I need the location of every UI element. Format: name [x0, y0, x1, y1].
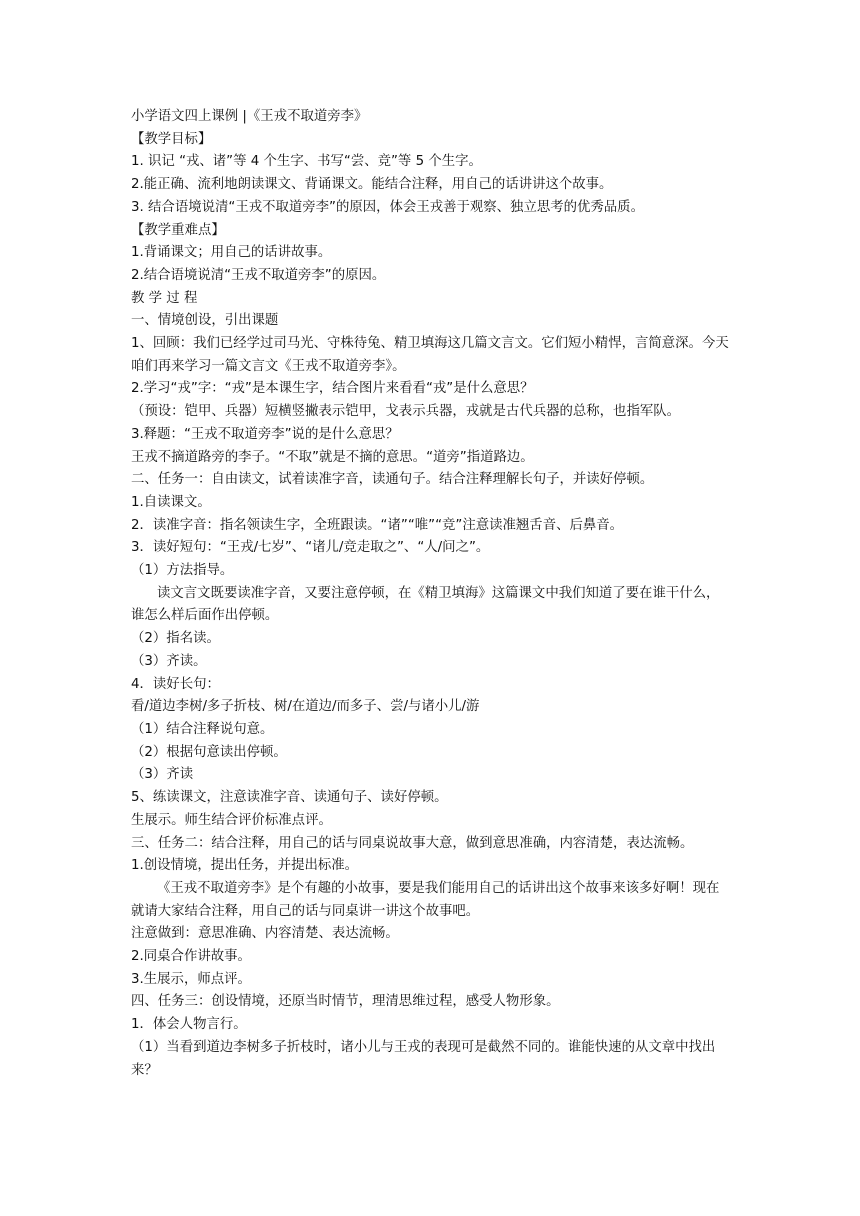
paragraph: 1、回顾：我们已经学过司马光、守株待兔、精卫填海这几篇文言文。它们短小精悍，言简意深。今天咱们再来学习一篇文言文《王戎不取道旁李》。 [131, 336, 729, 374]
section-heading-key-points: 【教学重难点】 [131, 222, 225, 238]
objective-1: 1. 识记 “戎、诸”等 4 个生字、书写“尝、竞”等 5 个生字。 [131, 154, 482, 170]
paragraph: 王戎不摘道路旁的李子。“不取”就是不摘的意思。“道旁”指道路边。 [131, 449, 534, 465]
paragraph: 2.学习“戎”字：“戎”是本课生字，结合图片来看看“戎”是什么意思？ [131, 381, 534, 397]
paragraph: （2）根据句意读出停顿。 [131, 744, 287, 760]
paragraph: 1.自读课文。 [131, 494, 211, 510]
paragraph: （预设：铠甲、兵器）短横竖撇表示铠甲，戈表示兵器，戎就是古代兵器的总称，也指军队。 [131, 404, 681, 420]
paragraph: 3.释题：“王戎不取道旁李”说的是什么意思？ [131, 426, 399, 442]
paragraph: 2.同桌合作讲故事。 [131, 949, 251, 965]
objective-3: 3. 结合语境说清“王戎不取道旁李”的原因，体会王戎善于观察、独立思考的优秀品质。 [131, 199, 644, 215]
paragraph: 读文言文既要读准字音，又要注意停顿，在《精卫填海》这篇课文中我们知道了要在谁干什么，谁怎么样后面作出停顿。 [131, 585, 720, 624]
paragraph: 2．读准字音：指名领读生字，全班跟读。“诸”“唯”“竞”注意读准翘舌音、后鼻音。 [131, 517, 624, 533]
paragraph: （1）结合注释说句意。 [131, 721, 274, 737]
paragraph: （3）齐读。 [131, 653, 207, 669]
key-point-2: 2.结合语境说清“王戎不取道旁李”的原因。 [131, 267, 386, 283]
section-heading-objectives: 【教学目标】 [131, 131, 212, 147]
paragraph: 3．读好短句：“王戎/七岁”、“诸儿/竞走取之”、“人/问之”。 [131, 540, 490, 556]
document-title: 小学语文四上课例 |《王戎不取道旁李》 [131, 109, 368, 124]
paragraph: （1）当看到道边李树多子折枝时，诸小儿与王戎的表现可是截然不同的。谁能快速的从文章中找出来？ [131, 1039, 716, 1078]
paragraph: （3）齐读 [131, 767, 194, 783]
part-1-heading: 一、情境创设，引出课题 [131, 313, 279, 329]
paragraph: 4．读好长句： [131, 676, 220, 692]
paragraph: 生展示。师生结合评价标准点评。 [131, 812, 332, 828]
section-heading-process: 教 学 过 程 [131, 290, 198, 306]
paragraph: 3.生展示，师点评。 [131, 971, 251, 987]
paragraph: 1.创设情境，提出任务，并提出标准。 [131, 858, 359, 874]
paragraph: （2）指名读。 [131, 631, 220, 647]
part-4-heading: 四、任务三：创设情境，还原当时情节，理清思维过程，感受人物形象。 [131, 994, 560, 1010]
paragraph: 看/道边李树/多子折枝、树/在道边/而多子、尝/与诸小儿/游 [131, 699, 480, 715]
paragraph: 注意做到：意思准确、内容清楚、表达流畅。 [131, 926, 399, 942]
document-body [131, 106, 731, 1082]
paragraph: 5、练读课文，注意读准字音、读通句子、读好停顿。 [131, 790, 448, 806]
paragraph: （1）方法指导。 [131, 563, 234, 579]
paragraph: 1．体会人物言行。 [131, 1017, 247, 1033]
objective-2: 2.能正确、流利地朗读课文、背诵课文。能结合注释，用自己的话讲讲这个故事。 [131, 177, 613, 193]
part-2-heading: 二、任务一：自由读文，试着读准字音，读通句子。结合注释理解长句子，并读好停顿。 [131, 472, 654, 488]
key-point-1: 1.背诵课文；用自己的话讲故事。 [131, 245, 332, 261]
paragraph: 《王戎不取道旁李》是个有趣的小故事，要是我们能用自己的话讲出这个故事来该多好啊！现在就请大家结合注释，用自己的话与同桌讲一讲这个故事吧。 [131, 880, 720, 919]
part-3-heading: 三、任务二：结合注释，用自己的话与同桌说故事大意，做到意思准确，内容清楚，表达流畅。 [131, 835, 694, 851]
